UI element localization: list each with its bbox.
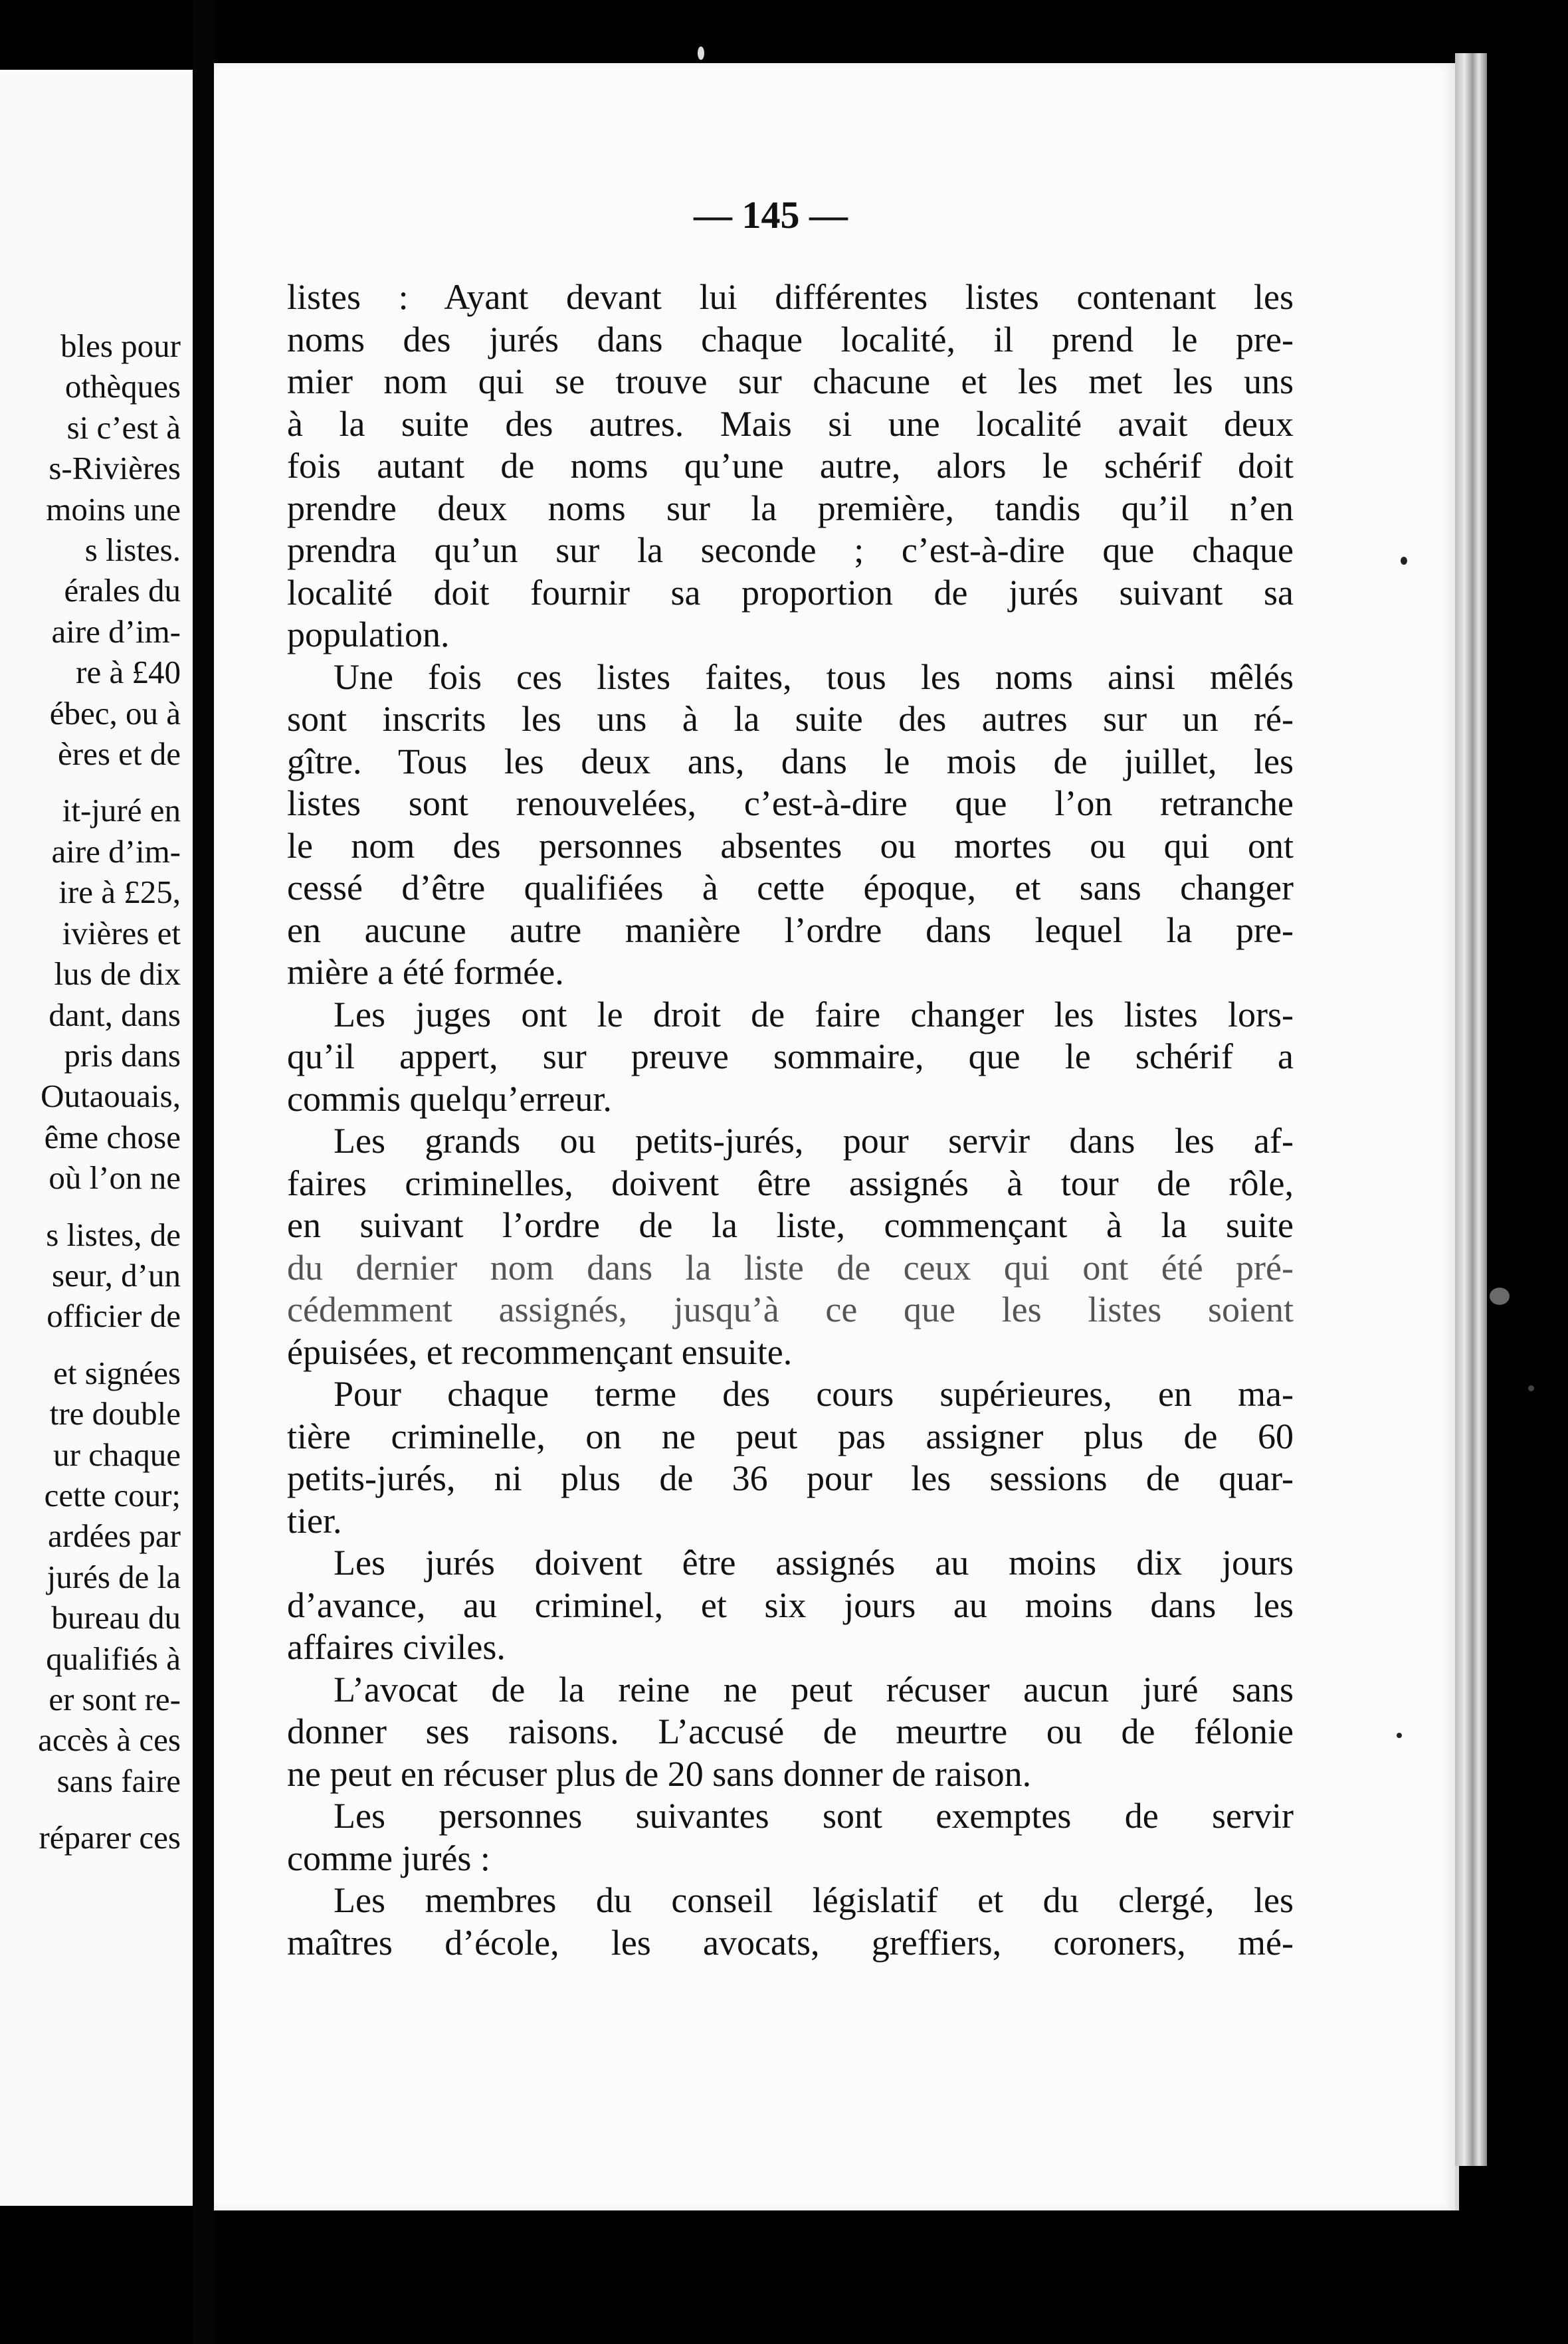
left-line: pris dans [64, 1036, 181, 1074]
body-line: maîtres d’école, les avocats, greffiers, coroners, mé- [287, 1922, 1294, 1963]
left-line: tre double [49, 1395, 181, 1432]
previous-page-fragment [0, 70, 193, 2206]
left-line: it-juré en [62, 792, 181, 829]
previous-page-text [0, 326, 181, 1858]
body-line: fois autant de noms qu’une autre, alors le schérif doit [287, 446, 1294, 486]
body-line: épuisées, et recommençant ensuite. [287, 1331, 793, 1372]
left-line: dant, dans [49, 996, 181, 1033]
left-line: aire d’im- [51, 613, 181, 650]
left-line: ême chose [44, 1118, 181, 1155]
scan-background [1487, 0, 1568, 2344]
body-line: sont inscrits les uns à la suite des autres sur un ré- [287, 699, 1294, 739]
left-line: moins une [46, 490, 181, 528]
body-line: le nom des personnes absentes ou mortes ou qui ont [287, 825, 1294, 866]
left-line: sans faire [56, 1762, 181, 1799]
left-spacer [0, 1337, 181, 1353]
left-line: er sont re- [49, 1681, 181, 1717]
left-line: aire d’im- [51, 832, 181, 870]
left-line: érales du [64, 572, 181, 609]
ink-speck [1490, 1288, 1510, 1305]
left-line: qualifiés à [46, 1640, 181, 1677]
body-line: affaires civiles. [287, 1627, 506, 1667]
body-line: cessé d’être qualifiées à cette époque, et sans changer [287, 868, 1294, 908]
body-line: donner ses raisons. L’accusé de meurtre ou de félonie [287, 1711, 1294, 1751]
left-line: ur chaque [53, 1436, 181, 1473]
body-line: Les personnes suivantes sont exemptes de servir [334, 1796, 1294, 1836]
page-number: — 145 — [694, 193, 848, 237]
page-body-text [287, 276, 1294, 1964]
body-line: qu’il appert, sur preuve sommaire, que le schérif a [287, 1036, 1294, 1076]
body-line: en suivant l’ordre de la liste, commençant à la suite [287, 1205, 1294, 1245]
body-line: en aucune autre manière l’ordre dans lequel la pre- [287, 910, 1294, 950]
ink-speck [1401, 557, 1407, 565]
left-line: lus de dix [54, 955, 181, 993]
left-line: accès à ces [38, 1721, 181, 1759]
body-line: listes sont renouvelées, c’est-à-dire que l’on retranche [287, 783, 1294, 823]
left-line: ivières et [62, 914, 181, 951]
body-line: noms des jurés dans chaque localité, il prend le pre- [287, 319, 1294, 359]
body-line: mière a été formée. [287, 952, 564, 992]
left-line: ire à £25, [58, 874, 181, 911]
page-edges [1455, 53, 1487, 2166]
body-line: Les membres du conseil législatif et du clergé, les [334, 1880, 1294, 1920]
left-line: où l’on ne [49, 1159, 181, 1197]
left-line: si c’est à [66, 409, 181, 446]
left-line: s-Rivières [49, 450, 181, 487]
body-line: prendra qu’un sur la seconde ; c’est-à-dire que chaque [287, 530, 1294, 570]
left-line: ébec, ou à [49, 694, 181, 732]
left-line: officier de [47, 1298, 181, 1335]
body-line: à la suite des autres. Mais si une localité avait deux [287, 403, 1294, 444]
left-line: seur, d’un [52, 1256, 181, 1294]
body-line: population. [287, 615, 450, 654]
left-line: s listes. [84, 532, 181, 569]
body-line: prendre deux noms sur la première, tandis qu’il n’en [287, 488, 1294, 528]
body-line: localité doit fournir sa proportion de jurés suivant sa [287, 572, 1294, 613]
body-line: Une fois ces listes faites, tous les noms ainsi mêlés [334, 656, 1294, 697]
left-line: s listes, de [46, 1216, 181, 1253]
left-spacer [0, 1199, 181, 1215]
left-spacer [0, 774, 181, 790]
left-line: Outaouais, [41, 1078, 181, 1115]
body-line: ne peut en récuser plus de 20 sans donner de raison. [287, 1753, 1032, 1794]
body-line: faires criminelles, doivent être assignés à tour de rôle, [287, 1163, 1294, 1203]
ink-speck [698, 47, 704, 60]
left-line: othèques [64, 368, 181, 405]
body-line: Les grands ou petits-jurés, pour servir dans les af- [334, 1121, 1294, 1161]
body-line: mier nom qui se trouve sur chacune et les met les uns [287, 361, 1294, 401]
body-line: cédemment assignés, jusqu’à ce que les listes soient [287, 1290, 1294, 1329]
body-line: Pour chaque terme des cours supérieures, en ma- [334, 1374, 1294, 1414]
body-line: Les jurés doivent être assignés au moins dix jours [334, 1543, 1294, 1583]
body-line: gître. Tous les deux ans, dans le mois de juillet, les [287, 741, 1294, 781]
ink-speck [1528, 1385, 1534, 1391]
ink-speck [1397, 1733, 1402, 1738]
left-line: ères et de [58, 735, 181, 773]
left-line: re à £40 [76, 654, 181, 691]
body-line: comme jurés : [287, 1838, 490, 1878]
left-line: jurés de la [47, 1558, 181, 1595]
body-line: du dernier nom dans la liste de ceux qui ont été pré- [287, 1247, 1294, 1288]
left-line: cette cour; [44, 1476, 181, 1514]
body-line: tière criminelle, on ne peut pas assigner plus de 60 [287, 1416, 1294, 1456]
left-line: bles pour [60, 328, 181, 364]
left-line: réparer ces [39, 1819, 181, 1856]
left-spacer [0, 1801, 181, 1817]
body-line: listes : Ayant devant lui différentes listes contenant les [287, 277, 1294, 317]
body-line: Les juges ont le droit de faire changer les listes lors- [334, 994, 1294, 1034]
body-line: commis quelqu’erreur. [287, 1078, 612, 1119]
body-line: L’avocat de la reine ne peut récuser aucun juré sans [334, 1669, 1294, 1709]
body-line: d’avance, au criminel, et six jours au moins dans les [287, 1585, 1294, 1625]
left-line: et signées [53, 1354, 181, 1391]
body-line: tier. [287, 1500, 342, 1541]
body-line: petits-jurés, ni plus de 36 pour les sessions de quar- [287, 1458, 1294, 1498]
left-line: bureau du [51, 1599, 181, 1636]
left-line: ardées par [48, 1517, 181, 1555]
book-spine [193, 0, 216, 2344]
